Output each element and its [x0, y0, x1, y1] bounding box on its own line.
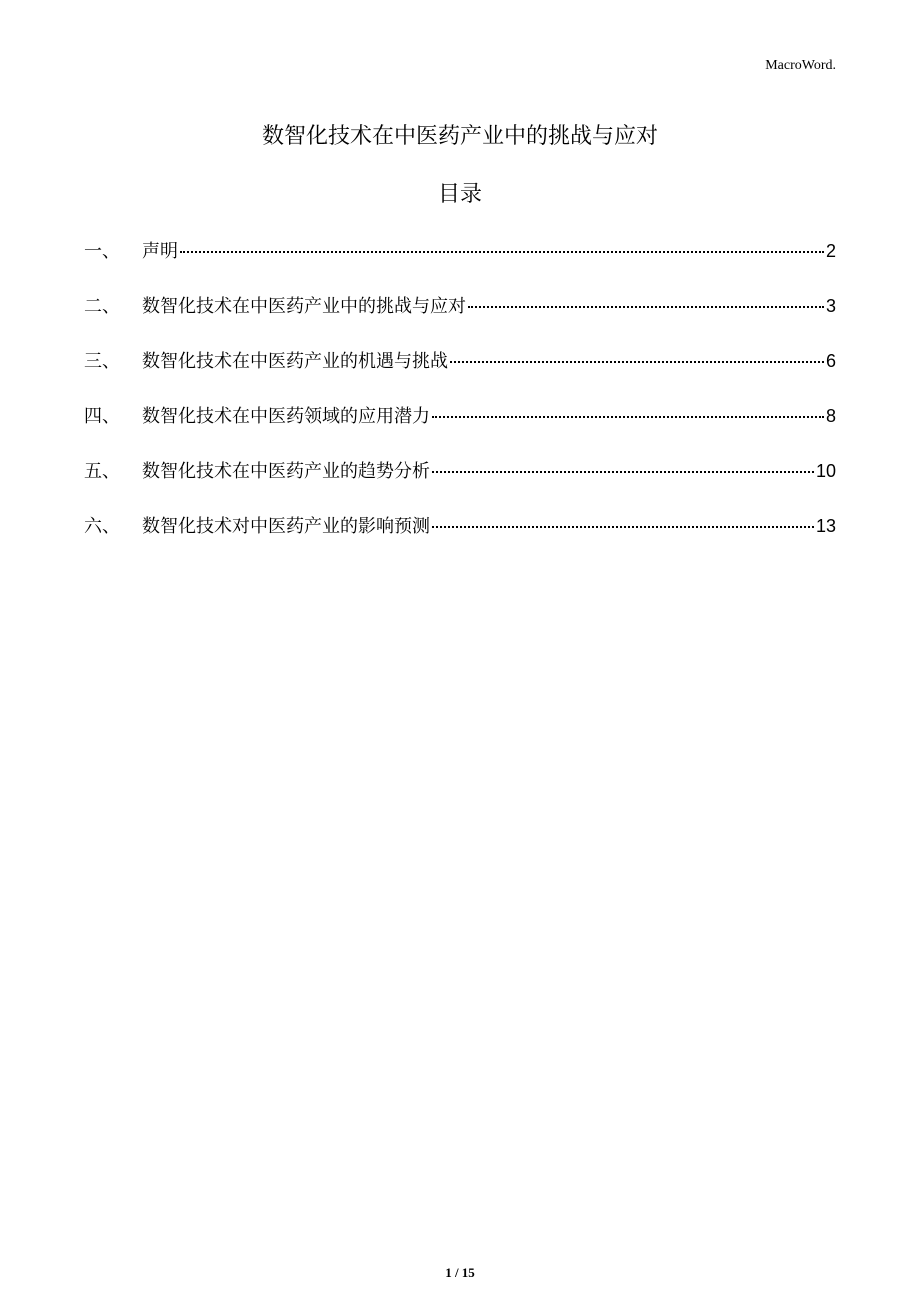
- table-of-contents: [84, 237, 836, 567]
- toc-entry-number: 二、: [84, 296, 120, 317]
- toc-dot-leader: [180, 251, 824, 253]
- toc-dot-leader: [432, 471, 814, 473]
- toc-entry-page: 3: [825, 296, 836, 316]
- toc-entry-title: 数智化技术在中医药产业的机遇与挑战: [142, 351, 448, 372]
- toc-entry-page: 13: [815, 516, 836, 536]
- toc-entry-number: 六、: [84, 516, 120, 537]
- toc-entry-4[interactable]: [84, 402, 836, 430]
- toc-entry-5[interactable]: [84, 457, 836, 485]
- toc-entry-number: 四、: [84, 406, 120, 427]
- toc-entry-title: 声明: [142, 241, 178, 262]
- toc-entry-number: 五、: [84, 461, 120, 482]
- toc-dot-leader: [468, 306, 824, 308]
- toc-entry-title: 数智化技术在中医药产业中的挑战与应对: [142, 296, 466, 317]
- toc-entry-title: 数智化技术在中医药产业的趋势分析: [142, 461, 430, 482]
- toc-entry-page: 6: [825, 351, 836, 371]
- toc-entry-title: 数智化技术在中医药领域的应用潜力: [142, 406, 430, 427]
- toc-entry-6[interactable]: [84, 512, 836, 540]
- toc-entry-2[interactable]: [84, 292, 836, 320]
- toc-dot-leader: [432, 526, 814, 528]
- toc-entry-number: 一、: [84, 241, 120, 262]
- toc-dot-leader: [432, 416, 824, 418]
- header-brand: MacroWord.: [765, 58, 836, 73]
- toc-entry-1[interactable]: [84, 237, 836, 265]
- toc-entry-number: 三、: [84, 351, 120, 372]
- document-title: 数智化技术在中医药产业中的挑战与应对: [261, 124, 658, 149]
- toc-entry-page: 8: [825, 406, 836, 426]
- toc-entry-title: 数智化技术对中医药产业的影响预测: [142, 516, 430, 537]
- toc-entry-page: 10: [815, 461, 836, 481]
- page-number-footer: 1 / 15: [445, 1265, 475, 1280]
- toc-entry-3[interactable]: [84, 347, 836, 375]
- toc-heading: 目录: [437, 182, 482, 207]
- toc-entry-page: 2: [825, 241, 836, 261]
- toc-dot-leader: [450, 361, 824, 363]
